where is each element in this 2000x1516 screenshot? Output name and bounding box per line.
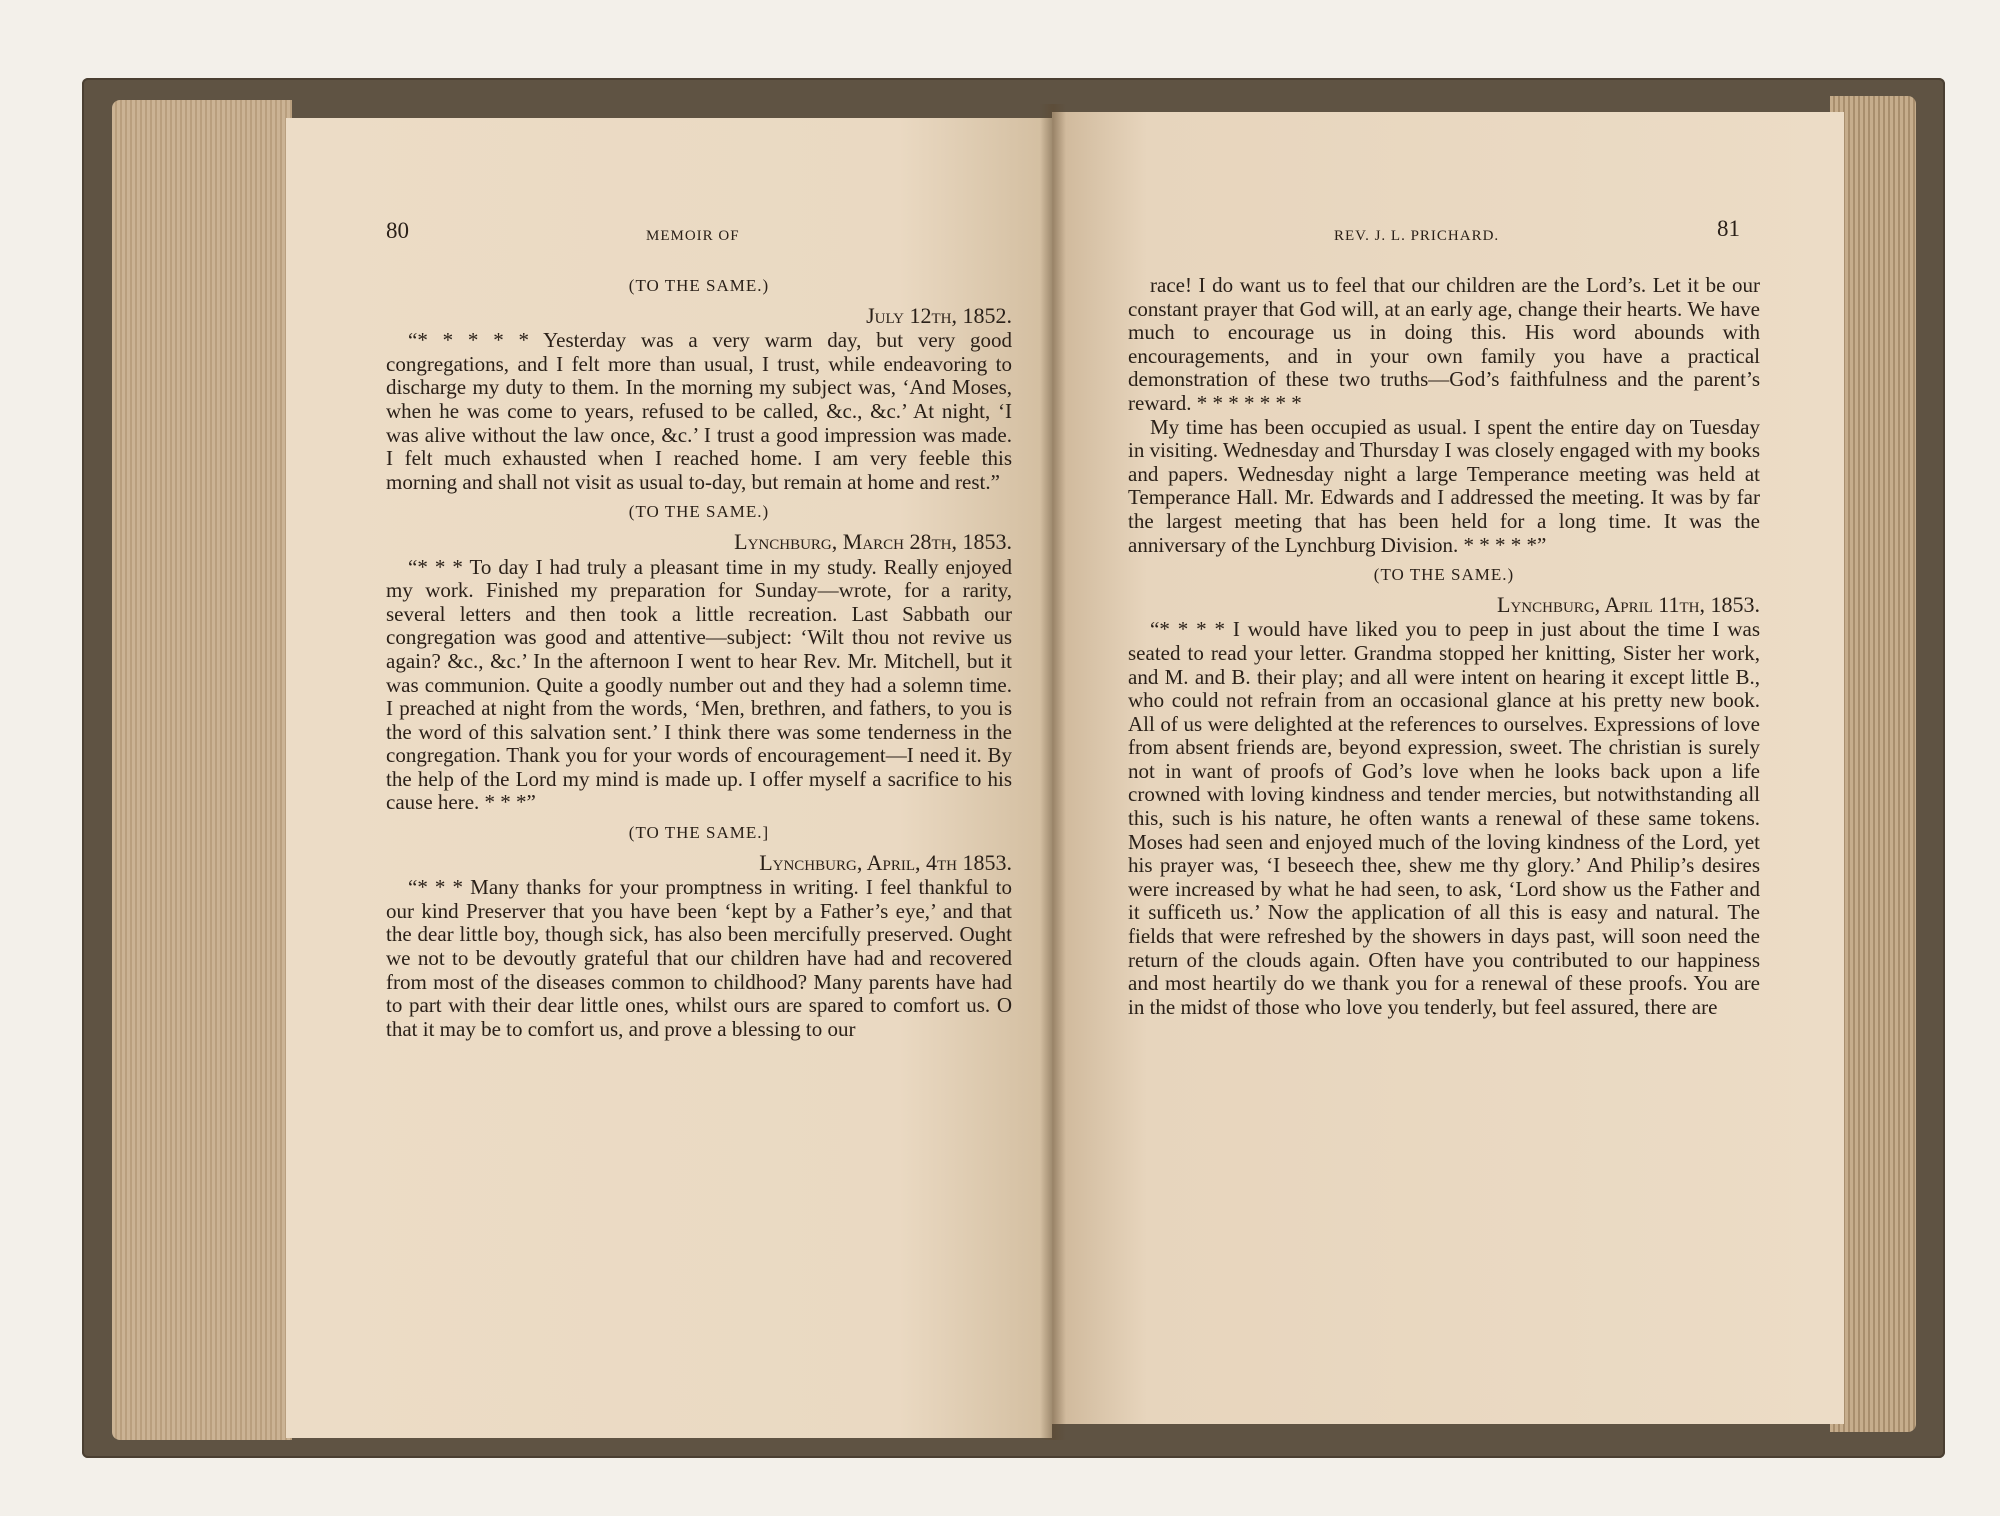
- page-edges-left: [112, 100, 292, 1440]
- running-head: MEMOIR OF: [646, 228, 740, 244]
- page-text: [386, 268, 1012, 1041]
- page-number: 81: [1717, 216, 1740, 241]
- letter-dateline: Lynchburg, April 11th, 1853.: [1497, 591, 1760, 617]
- paragraph: “* * * Many thanks for your promptness in writing. I feel thankful to our kind Preserver that you have been ‘kept by a Father’s eye,’ and that the dear little boy, though sick, has also been mercifully preserved. Ought we not to be devoutly grateful that our children have had and recovered from most of the diseases common to childhood? Many parents have had to part with their dear little ones, whilst ours are spared to comfort us. O that it may be to comfort us, and prove a blessing to our: [386, 875, 1012, 1041]
- section-heading: (TO THE SAME.): [628, 276, 770, 295]
- paragraph: “* * * * * Yesterday was a very warm day, but very good congregations, and I felt more than usual, I trust, while endeavoring to discharge my duty to them. In the morning my subject was, ‘And Moses, when he was come to years, refused to be called, &c., &c.’ At night, ‘I was alive without the law once, &c.’ I trust a good impression was made. I felt much exhausted when I reached home. I am very feeble this morning and shall not visit as usual to-day, but remain at home and rest.”: [386, 328, 1012, 494]
- paragraph: My time has been occupied as usual. I spent the entire day on Tuesday in visiting. Wednesday and Thursday I was closely engaged with my books and papers. Wednesday night a large Temperance meeting was held at Temperance Hall. Mr. Edwards and I addressed the meeting. It was by far the largest meeting that has been held for a long time. It was the anniversary of the Lynchburg Division. * * * * *”: [1128, 414, 1760, 557]
- letter-dateline: July 12th, 1852.: [866, 302, 1012, 328]
- letter-dateline: Lynchburg, March 28th, 1853.: [734, 528, 1012, 554]
- section-heading: (TO THE SAME.]: [628, 823, 770, 843]
- page-number: 80: [386, 218, 409, 243]
- paragraph: “* * * To day I had truly a pleasant time in my study. Really enjoyed my work. Finished my preparation for Sunday—wrote, for a rarity, several letters and then took a little recreation. Last Sabbath our congregation was good and attentive—subject: ‘Wilt thou not revive us again? &c., &c.’ In the afternoon I went to hear Rev. Mr. Mitchell, but it was communion. Quite a goodly number out and they had a solemn time. I preached at night from the words, ‘Men, brethren, and fathers, to you is the word of this salvation sent.’ I think there was some tenderness in the congregation. Thank you for your words of encouragement—I need it. By the help of the Lord my mind is made up. I offer myself a sacrifice to his cause here. * * *”: [386, 554, 1012, 815]
- section-heading: (TO THE SAME.): [1373, 565, 1515, 585]
- page-text: [1128, 274, 1760, 1019]
- running-head: REV. J. L. PRICHARD.: [1334, 228, 1500, 244]
- paragraph: race! I do want us to feel that our children are the Lord’s. Let it be our constant prayer that God will, at an early age, change their hearts. We have much to encourage us in doing this. His word abounds with encouragements, and in your own family you have a practical demonstration of these two truths—God’s faithfulness and the parent’s reward. * * * * * * *: [1128, 273, 1760, 415]
- right-page: [1052, 112, 1844, 1424]
- letter-dateline: Lynchburg, April, 4th 1853.: [759, 849, 1012, 875]
- book-gutter: [1040, 104, 1066, 1440]
- section-heading: (TO THE SAME.): [628, 502, 770, 522]
- paragraph: “* * * * I would have liked you to peep in just about the time I was seated to read your letter. Grandma stopped her knitting, Sister her work, and M. and B. their play; and all were intent on hearing it except little B., who could not refrain from an occasional glance at his pretty new book. All of us were delighted at the references to ourselves. Expressions of love from absent friends are, beyond expression, sweet. The christian is surely not in want of proofs of God’s love when he looks back upon a life crowned with loving kindness and tender mercies, but notwithstanding all this, such is his nature, he often wants a renewal of these same tokens. Moses had seen and enjoyed much of the loving kindness of the Lord, yet his prayer was, ‘I beseech thee, shew me thy glory.’ And Philip’s desires were increased by what he had seen, to ask, ‘Lord show us the Father and it sufficeth us.’ Now the application of all this is easy and natural. The fields that were refreshed by the showers in days past, will soon need the return of the clouds again. Often have you contributed to our happiness and most heartily do we thank you for a renewal of these proofs. You are in the midst of those who love you tenderly, but feel assured, there are: [1128, 617, 1760, 1019]
- left-page: [286, 118, 1052, 1438]
